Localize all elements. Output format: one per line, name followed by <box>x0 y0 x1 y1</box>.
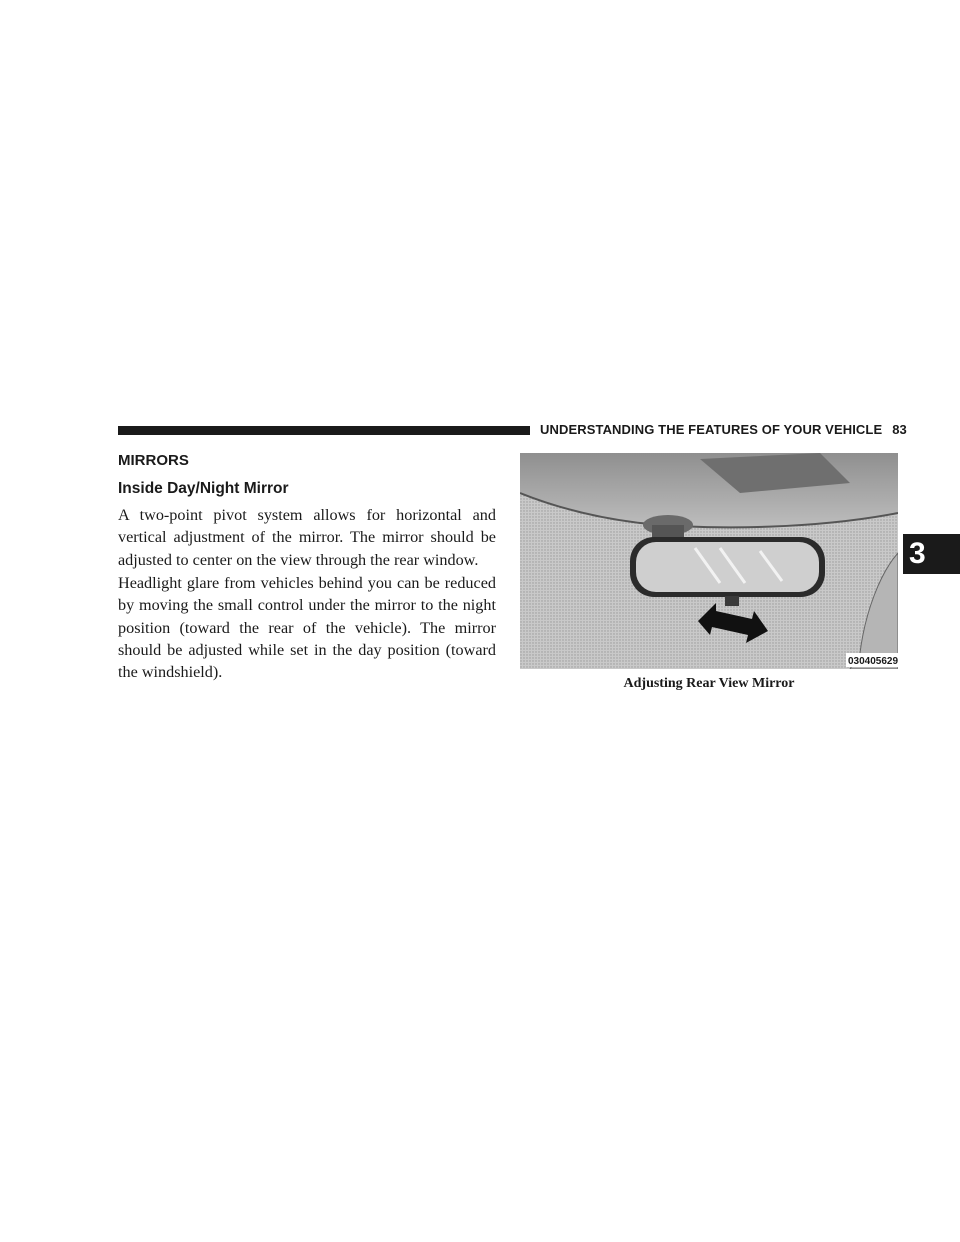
header-rule <box>118 426 530 435</box>
figure-code: 030405629 <box>848 656 898 667</box>
header-title: UNDERSTANDING THE FEATURES OF YOUR VEHICLE <box>540 422 883 437</box>
figure-caption: Adjusting Rear View Mirror <box>623 676 795 691</box>
rear-view-mirror-illustration <box>520 453 898 669</box>
paragraph-headlight-glare: Headlight glare from vehicles behind you can be reduced by moving the small control under the mirror to the night position (toward the rear of the vehicle). The mirror should be adjusted while set in the day position (toward the windshield). <box>118 574 496 682</box>
sub-heading: Inside Day/Night Mirror <box>118 480 289 497</box>
chapter-tab: 3 <box>903 534 960 574</box>
paragraph-pivot-system: A two-point pivot system allows for horizontal and vertical adjustment of the mirror. The mirror should be adjusted to center on the view through the rear window. <box>118 506 496 569</box>
section-heading: MIRRORS <box>118 452 189 469</box>
page-number: 83 <box>892 422 907 437</box>
running-header <box>540 422 907 437</box>
